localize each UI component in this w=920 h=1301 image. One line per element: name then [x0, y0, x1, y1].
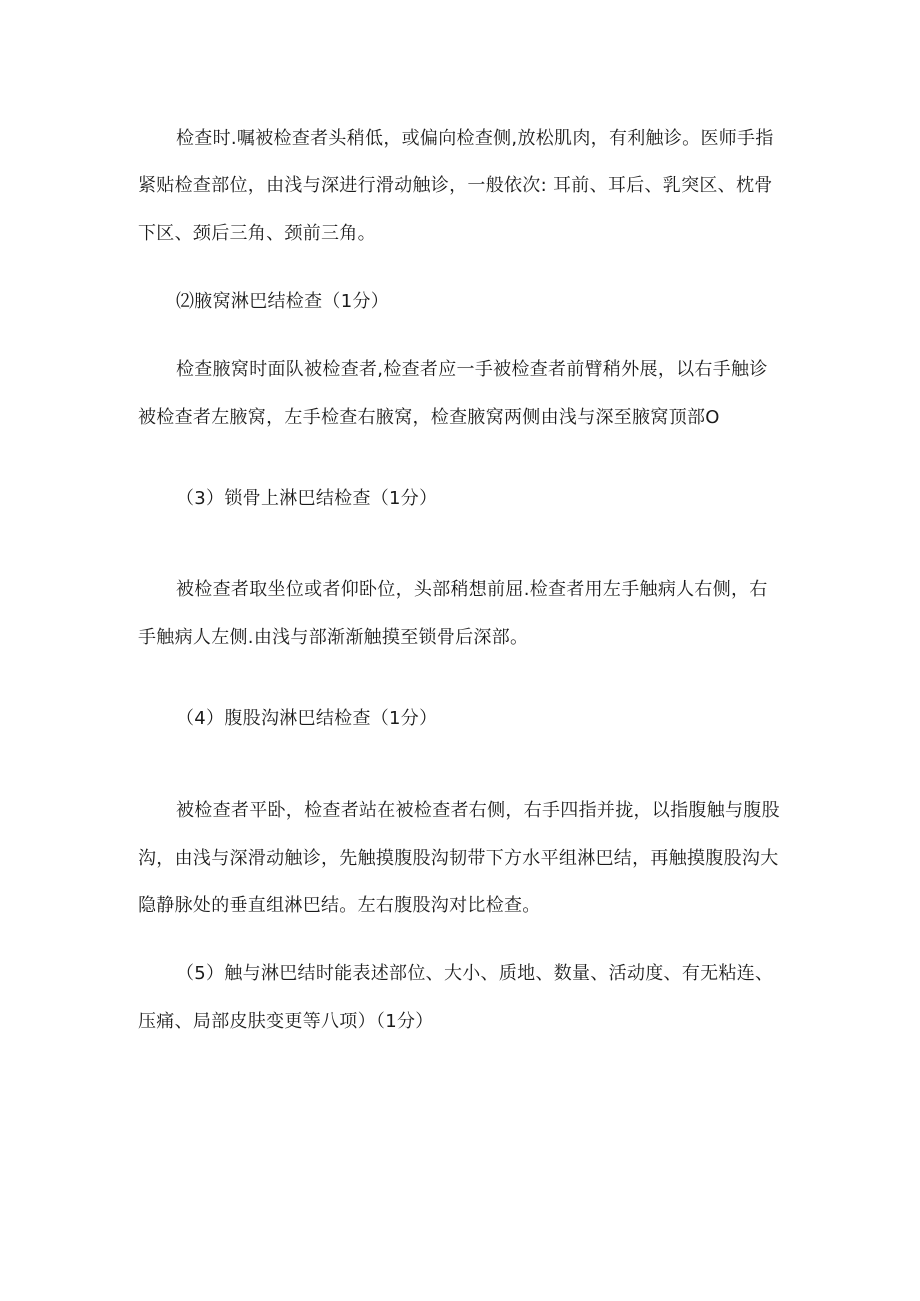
- para4-line2: 沟，由浅与深滑动触诊，先触摸腹股沟韧带下方水平组淋巴结，再触摸腹股沟大: [138, 848, 779, 869]
- para1-line2: 紧贴检查部位，由浅与深进行滑动触诊，一般依次: 耳前、耳后、乳突区、枕骨: [138, 175, 773, 196]
- para3-line2: 手触病人左侧.由浅与部渐渐触摸至锁骨后深部。: [138, 627, 529, 648]
- para2-line1: 检查腋窝时面队被检查者,检查者应一手被检查者前臂稍外展，以右手触诊: [176, 359, 768, 380]
- para2-line2: 被检查者左腋窝，左手检查右腋窝，检查腋窝两侧由浅与深至腋窝顶部O: [138, 407, 720, 428]
- para1-line3: 下区、颈后三角、颈前三角。: [138, 223, 376, 244]
- para4-line3: 隐静脉处的垂直组淋巴结。左右腹股沟对比检查。: [138, 895, 541, 916]
- para1-line1: 检查时.嘱被检查者头稍低，或偏向检查侧,放松肌肉，有利触诊。医师手指: [176, 128, 774, 149]
- heading-axillary: ⑵腋窝淋巴结检查（1分）: [176, 291, 390, 312]
- para4-line1: 被检查者平卧，检查者站在被检查者右侧，右手四指并拢，以指腹触与腹股: [176, 800, 780, 821]
- heading-inguinal: （4）腹股沟淋巴结检查（1分）: [176, 708, 438, 729]
- para5-line2: 压痛、局部皮肤变更等八项）（1分）: [138, 1011, 434, 1032]
- para5-line1: （5）触与淋巴结时能表述部位、大小、质地、数量、活动度、有无粘连、: [176, 963, 774, 984]
- para3-line1: 被检查者取坐位或者仰卧位，头部稍想前屈.检查者用左手触病人右侧，右: [176, 579, 768, 600]
- heading-supraclavicular: （3）锁骨上淋巴结检查（1分）: [176, 488, 438, 509]
